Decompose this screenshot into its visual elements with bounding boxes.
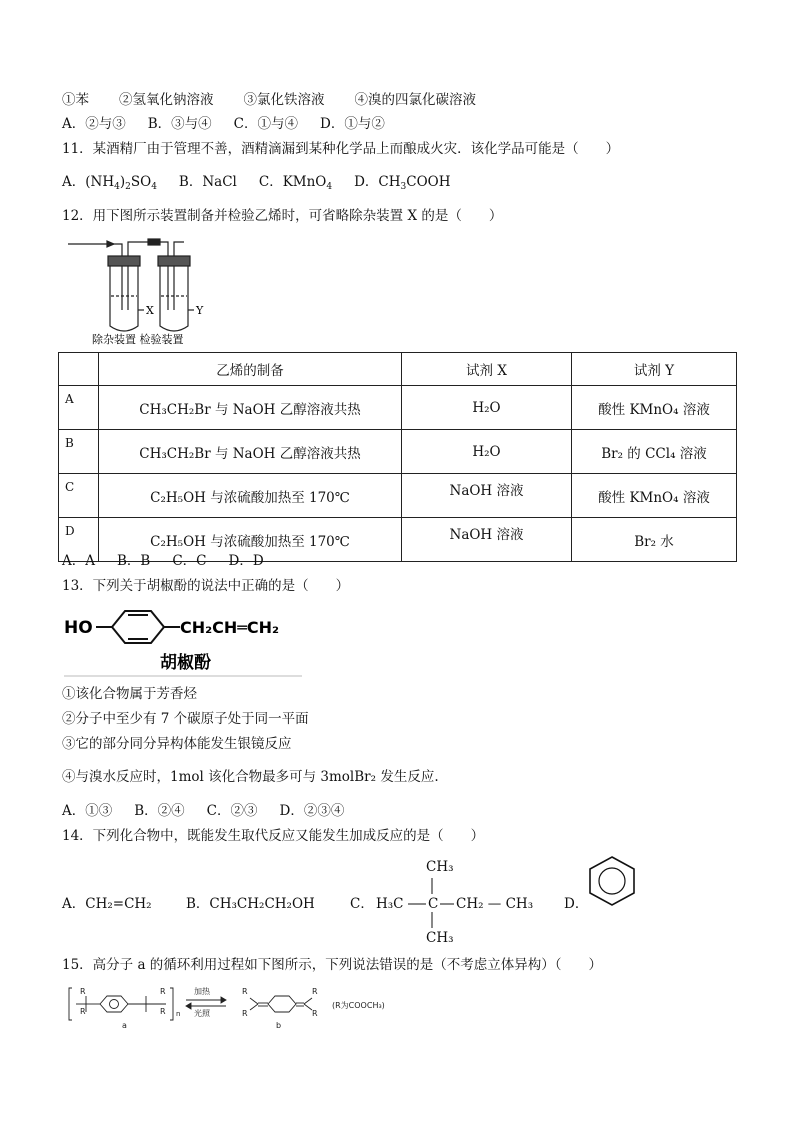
q10-item: ②氢氧化钠溶液 (119, 92, 214, 108)
row-label: B (59, 430, 99, 474)
reagent-y-cell: Br₂ 水 (572, 518, 737, 562)
q13-statement: ①该化合物属于芳香烃 (62, 686, 197, 702)
q13-option-b: B．②④ (134, 803, 185, 819)
q10-option-c: C．①与④ (233, 116, 299, 132)
label-a: a (122, 1021, 127, 1030)
structure-allyl: CH₂CH═CH₂ (180, 618, 280, 637)
label-b: b (276, 1021, 282, 1030)
arrow-top-label: 加热 (194, 987, 210, 996)
benzene-icon (584, 854, 640, 908)
q13-option-a: A．①③ (62, 803, 113, 819)
eugenol-structure (62, 600, 304, 678)
inlet-arrow-head (107, 241, 114, 247)
q10-options (62, 114, 407, 134)
r-label: R (160, 1007, 166, 1016)
label-y: Y (196, 304, 204, 317)
header-cell (59, 353, 99, 386)
reagent-x-cell: H₂O (402, 430, 572, 474)
header-cell: 试剂 Y (572, 353, 737, 386)
structure-ho: HO (64, 618, 93, 638)
stopper-y (158, 256, 190, 266)
q13-stem: 13．下列关于胡椒酚的说法中正确的是（ ） (62, 578, 350, 594)
q12-option-d: D．D (228, 553, 264, 569)
prep-cell: CH₃CH₂Br 与 NaOH 乙醇溶液共热 (99, 430, 402, 474)
q12-stem: 12．用下图所示装置制备并检验乙烯时，可省略除杂装置 X 的是（ ） (62, 208, 503, 224)
r-label: R (242, 987, 248, 996)
r-label: R (160, 987, 166, 996)
q11-option-c: C．KMnO$_4$ (258, 174, 333, 192)
rubber-joint (148, 239, 160, 245)
q11-options (62, 172, 473, 197)
r-label: R (312, 1009, 318, 1018)
reagent-y-cell: 酸性 KMnO₄ 溶液 (572, 474, 737, 518)
structure-name: 胡椒酚 (160, 653, 211, 673)
row-label: C (59, 474, 99, 518)
q10-item: ④溴的四氯化碳溶液 (354, 92, 476, 108)
inlet-tube (114, 244, 122, 310)
header-cell: 乙烯的制备 (99, 353, 402, 386)
q10-option-b: B．③与④ (147, 116, 212, 132)
table-row (59, 386, 737, 430)
q11-option-d: D．$CH_3COOH$ (354, 174, 451, 192)
n-label: n (176, 1010, 181, 1018)
reagent-x-cell: H₂O (402, 386, 572, 430)
q10-option-d: D．①与② (320, 116, 385, 132)
q13-statement: ④与溴水反应时，1mol 该化合物最多可与 3molBr₂ 发生反应. (62, 769, 439, 785)
connector-tube (128, 242, 168, 310)
q14-c-left: H₃C (376, 896, 404, 912)
q11-option-a: A．$(NH_4)_2SO_4$ (62, 174, 157, 192)
q10-items (62, 90, 498, 110)
prep-cell: CH₃CH₂Br 与 NaOH 乙醇溶液共热 (99, 386, 402, 430)
q14-c-right: CH₂ — CH₃ (456, 896, 534, 912)
q10-option-a: A．②与③ (62, 116, 126, 132)
row-label: D (59, 518, 99, 562)
q12-option-a: A．A (62, 553, 95, 569)
stopper-x (108, 256, 140, 266)
reagent-y-cell: Br₂ 的 CCl₄ 溶液 (572, 430, 737, 474)
q13-options (62, 801, 366, 821)
q14-c-bonds (404, 876, 464, 930)
q13-option-c: C．②③ (206, 803, 258, 819)
reagent-y-cell: 酸性 KMnO₄ 溶液 (572, 386, 737, 430)
q10-item: ①苯 (62, 92, 89, 108)
polymer-recycling-scheme (66, 984, 396, 1030)
q14-option-c-prefix: C． (350, 896, 374, 912)
q10-item: ③氯化铁溶液 (243, 92, 325, 108)
q12-option-c: C．C (172, 553, 207, 569)
q14-option-b: B．CH₃CH₂CH₂OH (186, 896, 315, 912)
q12-options (62, 551, 286, 571)
q13-statement: ③它的部分同分异构体能发生银镜反应 (62, 736, 292, 752)
q13-statement: ②分子中至少有 7 个碳原子处于同一平面 (62, 711, 309, 727)
table-row (59, 430, 737, 474)
q14-c-top: CH₃ (426, 859, 454, 875)
reagent-x-cell: NaOH 溶液 (402, 474, 572, 518)
q11-option-b: B．NaCl (178, 174, 237, 190)
prep-cell: C₂H₅OH 与浓硫酸加热至 170℃ (99, 518, 402, 562)
row-label: A (59, 386, 99, 430)
r-label: R (80, 987, 86, 996)
q14-option-d: D． (564, 896, 589, 912)
table-header-row (59, 353, 737, 386)
q15-stem: 15．高分子 a 的循环利用过程如下图所示，下列说法错误的是（不考虑立体异构）（ ） (62, 957, 603, 973)
q12-table (58, 352, 737, 562)
label-x: X (146, 304, 154, 317)
r-note: (R为COOCH₃) (332, 1001, 385, 1010)
q14-c-center: C (428, 896, 439, 912)
r-label: R (242, 1009, 248, 1018)
reagent-x-cell: NaOH 溶液 (402, 518, 572, 562)
figure-caption: 除杂装置 检验装置 (92, 333, 184, 346)
r-label: R (80, 1007, 86, 1016)
prep-cell: C₂H₅OH 与浓硫酸加热至 170℃ (99, 474, 402, 518)
q13-option-d: D．②③④ (279, 803, 345, 819)
r-label: R (312, 987, 318, 996)
apparatus-figure (64, 234, 214, 346)
table-row (59, 474, 737, 518)
header-cell: 试剂 X (402, 353, 572, 386)
q11-stem: 11．某酒精厂由于管理不善，酒精滴漏到某种化学品上而酿成火灾．该化学品可能是（ ） (62, 141, 620, 157)
test-tube-x (110, 264, 138, 331)
q12-option-b: B．B (117, 553, 151, 569)
connector-tube-2 (174, 242, 184, 310)
q14-option-a: A．CH₂=CH₂ (62, 896, 152, 912)
q14-c-bottom: CH₃ (426, 930, 454, 946)
q14-stem: 14．下列化合物中，既能发生取代反应又能发生加成反应的是（ ） (62, 828, 485, 844)
arrow-bottom-label: 光照 (194, 1009, 210, 1018)
